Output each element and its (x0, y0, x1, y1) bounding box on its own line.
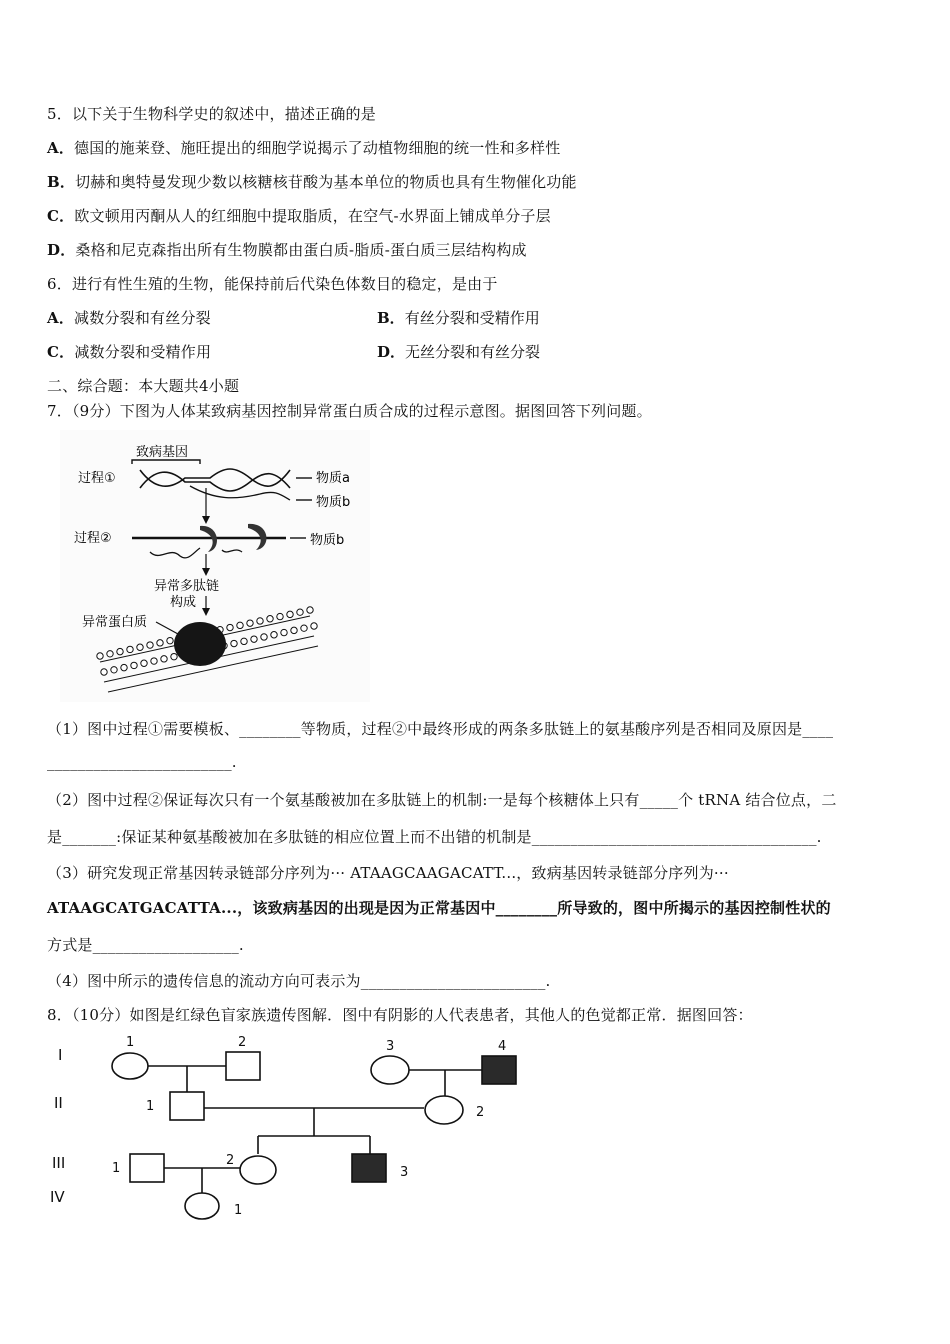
q7-part2-line2: 是_______:保证某种氨基酸被加在多肽链的相应位置上而不出错的机制是_____________________________________. (47, 828, 822, 846)
generation-4-label: IV (50, 1188, 65, 1206)
IV-1-number: 1 (234, 1203, 243, 1218)
option-key: D． (47, 241, 76, 259)
q6-option-c[interactable] (47, 341, 211, 362)
process1-label: 过程① (78, 471, 116, 486)
pedigree-chart (40, 1030, 560, 1230)
abnormal-chain-label: 异常多肽链 (154, 579, 220, 594)
option-key: B． (377, 309, 405, 327)
q5-stem: 5．以下关于生物科学史的叙述中，描述正确的是 (47, 105, 376, 123)
I-3-number: 3 (386, 1039, 395, 1054)
option-text: 桑格和尼克森指出所有生物膜都由蛋白质-脂质-蛋白质三层结构构成 (75, 241, 527, 259)
I-2-number: 2 (238, 1035, 247, 1050)
q6-stem: 6．进行有性生殖的生物，能保持前后代染色体数目的稳定，是由于 (47, 275, 498, 293)
lipid-head (141, 660, 147, 666)
lipid-head (167, 637, 173, 643)
III-1-male (130, 1154, 164, 1182)
lipid-head (271, 632, 277, 638)
option-key: C． (47, 207, 75, 225)
option-text: 切赫和奥特曼发现少数以核糖核苷酸为基本单位的物质也具有生物催化功能 (75, 173, 577, 191)
option-key: A． (47, 139, 75, 157)
II-1-male (170, 1092, 204, 1120)
abnormal-protein-label: 异常蛋白质 (82, 615, 148, 630)
lipid-head (171, 653, 177, 659)
lipid-head (277, 613, 283, 619)
q8-stem: 8．（10分）如图是红绿色盲家族遗传图解．图中有阴影的人代表患者，其他人的色觉都正常．据图回答： (47, 1006, 753, 1024)
lipid-head (267, 616, 273, 622)
lipid-head (251, 636, 257, 642)
lipid-head (231, 640, 237, 646)
q7-part3-line3: 方式是___________________. (47, 936, 244, 954)
lipid-head (157, 640, 163, 646)
lipid-head (101, 669, 107, 675)
lipid-head (161, 656, 167, 662)
q7-part4: （4）图中所示的遗传信息的流动方向可表示为________________________. (47, 972, 551, 990)
q7-stem: 7．（9分）下图为人体某致病基因控制异常蛋白质合成的过程示意图。据图回答下列问题。 (47, 402, 652, 420)
II-2-number: 2 (476, 1105, 485, 1120)
lipid-head (237, 622, 243, 628)
III-2-number: 2 (226, 1153, 235, 1168)
lipid-head (111, 667, 117, 673)
q5-option-b[interactable] (47, 171, 577, 192)
lipid-head (307, 607, 313, 613)
substance-a-label: 物质a (316, 471, 350, 486)
III-2-female (240, 1156, 276, 1184)
generation-1-label: I (58, 1046, 63, 1064)
option-text: 欧文顿用丙酮从人的红细胞中提取脂质，在空气-水界面上铺成单分子层 (74, 207, 551, 225)
q7-part3-line2: ATAAGCATGACATTA...，该致病基因的出现是因为正常基因中________所导致的，图中所揭示的基因控制性状的 (47, 899, 831, 917)
lipid-head (261, 634, 267, 640)
section-heading: 二、综合题：本大题共4小题 (47, 377, 240, 395)
abnormal-protein-blob (174, 622, 226, 666)
q5-option-a[interactable] (47, 137, 560, 158)
q6-option-b[interactable] (377, 307, 540, 328)
substance-b-label: 物质b (316, 495, 351, 510)
lipid-head (297, 609, 303, 615)
lipid-head (287, 611, 293, 617)
q6-option-a[interactable] (47, 307, 211, 328)
option-text: 有丝分裂和受精作用 (404, 309, 540, 327)
option-text: 减数分裂和有丝分裂 (74, 309, 211, 327)
I-3-female (371, 1056, 409, 1084)
III-3-male-affected (352, 1154, 386, 1182)
lipid-head (247, 620, 253, 626)
lipid-head (121, 664, 127, 670)
lipid-head (131, 662, 137, 668)
q5-option-d[interactable] (47, 239, 527, 260)
generation-2-label: II (54, 1094, 63, 1112)
option-text: 德国的施莱登、施旺提出的细胞学说揭示了动植物细胞的统一性和多样性 (74, 139, 561, 157)
IV-1-female (185, 1193, 219, 1219)
lipid-head (127, 646, 133, 652)
lipid-head (117, 648, 123, 654)
lipid-head (257, 618, 263, 624)
lipid-head (227, 624, 233, 630)
II-2-female (425, 1096, 463, 1124)
q7-part1-line2: ________________________. (47, 753, 237, 771)
lipid-head (137, 644, 143, 650)
option-key: D． (377, 343, 406, 361)
q7-part2-line1: （2）图中过程②保证每次只有一个氨基酸被加在多肽链上的机制:一是每个核糖体上只有_____个 tRNA 结合位点，二 (47, 791, 837, 809)
lipid-head (311, 623, 317, 629)
abnormal-chain-compose: 构成 (170, 595, 197, 610)
q5-option-c[interactable] (47, 205, 551, 226)
lipid-head (107, 651, 113, 657)
q7-part1-line1: （1）图中过程①需要模板、________等物质，过程②中最终形成的两条多肽链上的氨基酸序列是否相同及原因是____ (47, 720, 834, 738)
q6-option-d[interactable] (377, 341, 540, 362)
lipid-head (147, 642, 153, 648)
I-1-number: 1 (126, 1035, 135, 1050)
gene-expression-figure (60, 430, 370, 702)
lipid-head (97, 653, 103, 659)
option-key: A． (47, 309, 75, 327)
lipid-head (151, 658, 157, 664)
I-4-male-affected (482, 1056, 516, 1084)
generation-3-label: III (52, 1154, 66, 1172)
lipid-head (301, 625, 307, 631)
I-2-male (226, 1052, 260, 1080)
substance-b2-label: 物质b (310, 533, 345, 548)
III-1-number: 1 (112, 1161, 121, 1176)
option-text: 无丝分裂和有丝分裂 (405, 343, 541, 361)
I-4-number: 4 (498, 1039, 507, 1054)
I-1-female (112, 1053, 148, 1079)
q7-part3-line1: （3）研究发现正常基因转录链部分序列为··· ATAAGCAAGACATT...，致病基因转录链部分序列为··· (47, 864, 729, 882)
lipid-head (291, 627, 297, 633)
option-key: B． (47, 173, 76, 191)
lipid-head (281, 629, 287, 635)
III-3-number: 3 (400, 1165, 409, 1180)
lipid-head (241, 638, 247, 644)
II-1-number: 1 (146, 1099, 155, 1114)
process2-label: 过程② (74, 531, 112, 546)
option-key: C． (47, 343, 75, 361)
gene-label: 致病基因 (136, 445, 189, 460)
option-text: 减数分裂和受精作用 (74, 343, 212, 361)
